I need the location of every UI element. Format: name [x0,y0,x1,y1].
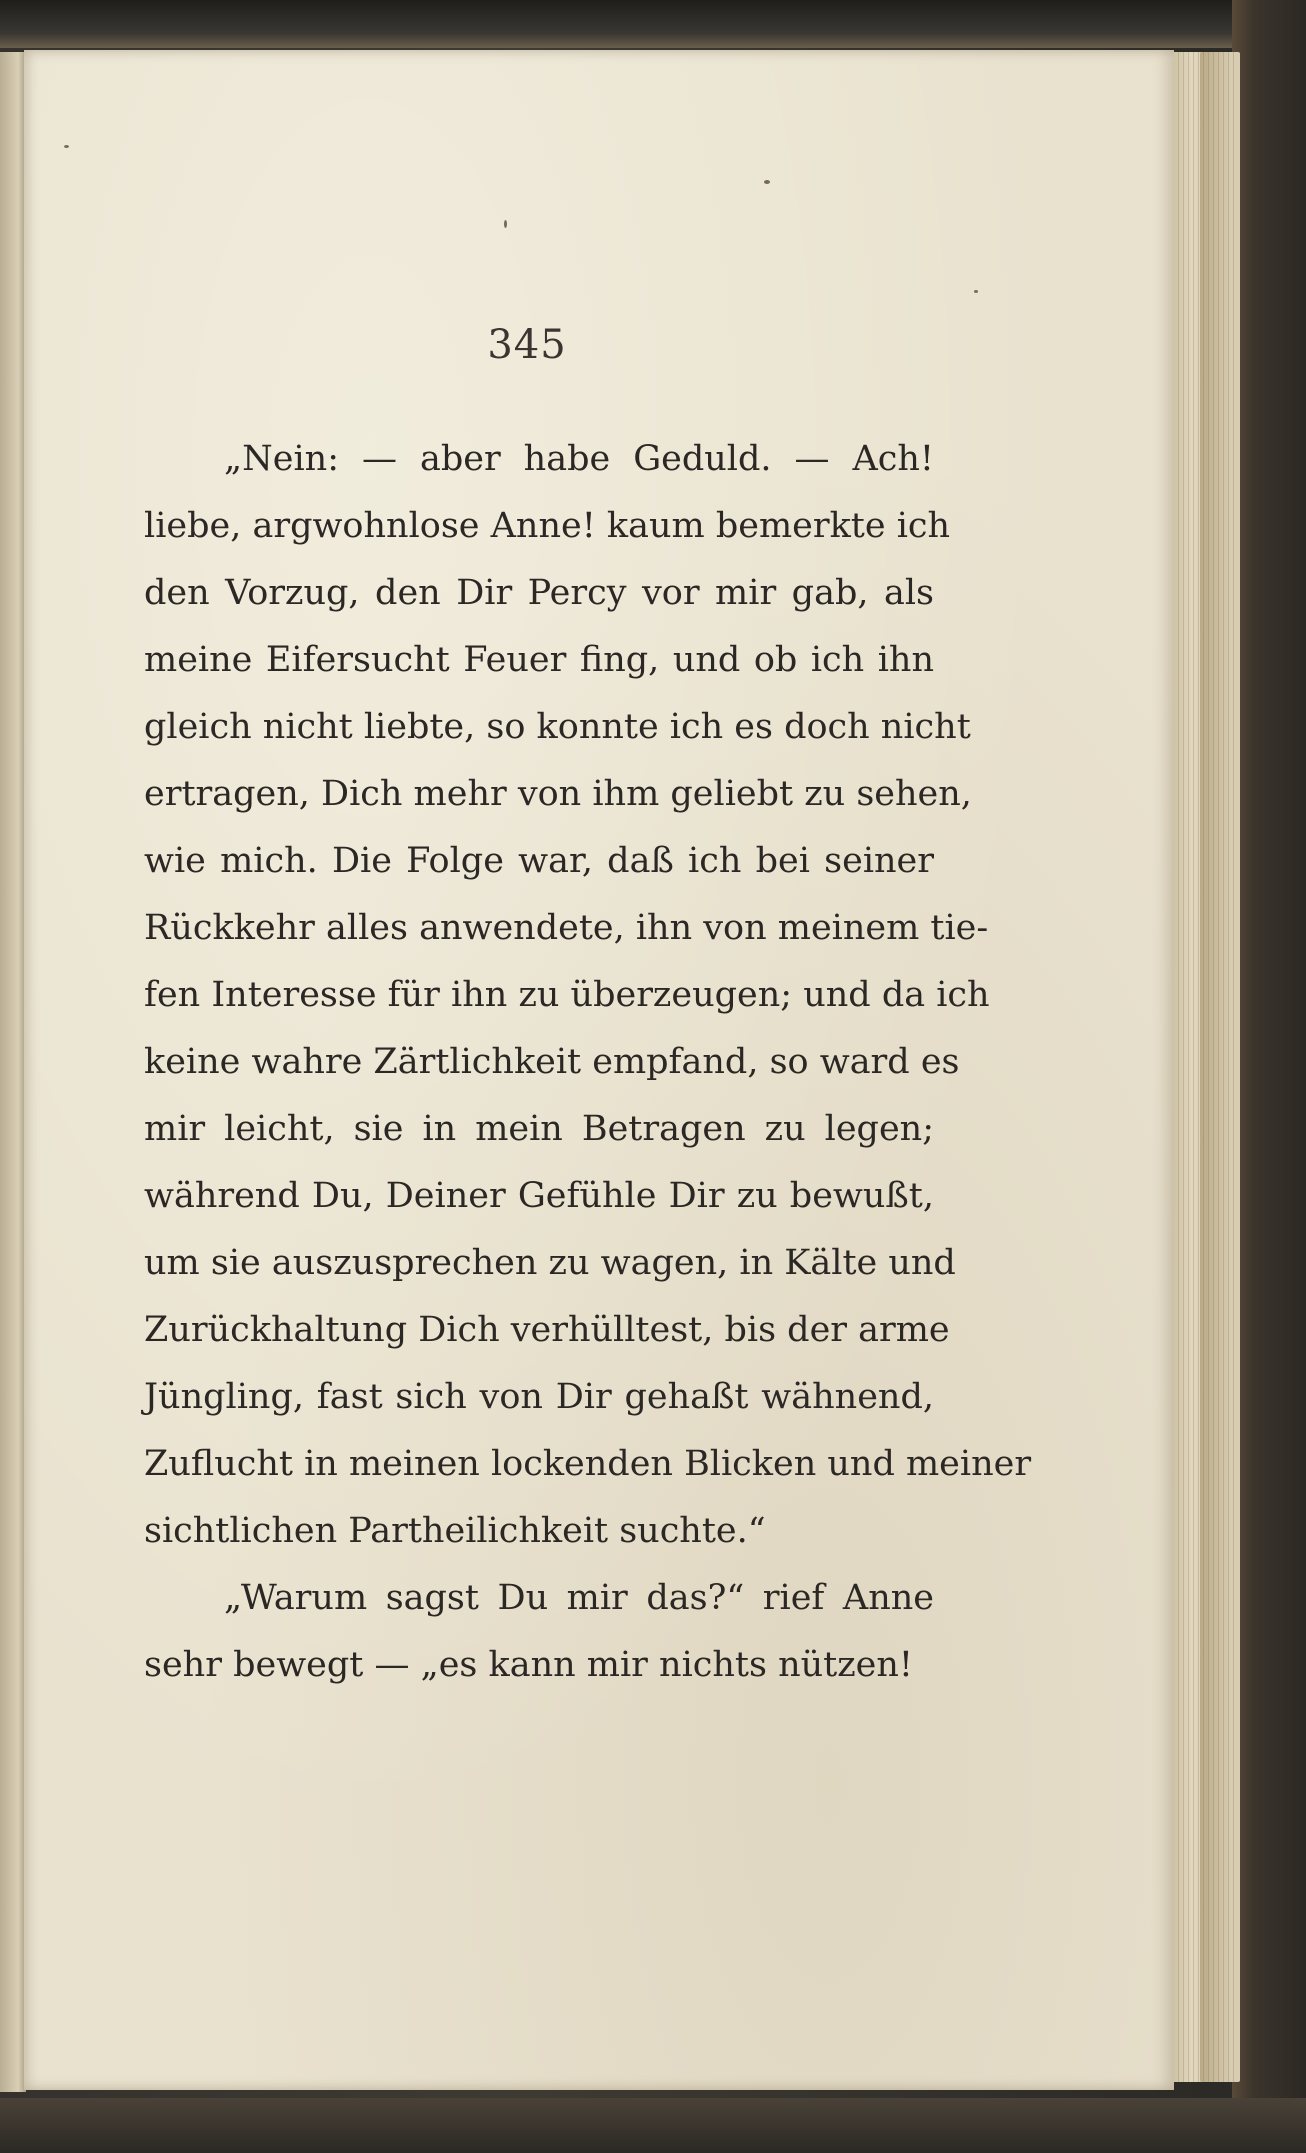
text-line: „Warum sagst Du mir das?“ rief Anne [224,1578,934,1618]
book-page [24,50,1174,2090]
text-line: während Du, Deiner Gefühle Dir zu bewußt, [144,1176,934,1216]
paper-speck [974,290,978,293]
text-line: Rückkehr alles anwendete, ihn von meinem tie- [144,908,989,948]
book-cover-right [1232,0,1306,2153]
text-line: fen Interesse für ihn zu überzeugen; und da ich [144,975,990,1015]
text-line: Jüngling, fast sich von Dir gehaßt wähnend, [144,1377,934,1417]
text-line: keine wahre Zärtlichkeit empfand, so ward es [144,1042,960,1082]
page-text [144,426,1032,1699]
text-line: mir leicht, sie in mein Betragen zu legen; [144,1109,934,1149]
paper-speck [64,145,69,148]
previous-page-gutter [0,52,26,2092]
text-line: den Vorzug, den Dir Percy vor mir gab, als [144,573,934,613]
paper-speck [504,220,507,228]
text-line: sichtlichen Partheilichkeit suchte.“ [144,1511,766,1551]
text-line: sehr bewegt — „es kann mir nichts nützen! [144,1645,913,1685]
text-line: „Nein: — aber habe Geduld. — Ach! [224,439,934,479]
text-line: meine Eifersucht Feuer fing, und ob ich ihn [144,640,934,680]
paper-speck [764,180,770,184]
text-line: ertragen, Dich mehr von ihm geliebt zu sehen, [144,774,972,814]
text-line: wie mich. Die Folge war, daß ich bei seiner [144,841,934,881]
text-line: liebe, argwohnlose Anne! kaum bemerkte ich [144,506,951,546]
text-line: gleich nicht liebte, so konnte ich es doch nicht [144,707,971,747]
page-edge-lines [1168,52,1234,2082]
text-line: Zurückhaltung Dich verhülltest, bis der arme [144,1310,950,1350]
book-cover-top [0,0,1306,48]
text-line: um sie auszusprechen zu wagen, in Kälte und [144,1243,956,1283]
text-line: Zuflucht in meinen lockenden Blicken und meiner [144,1444,1032,1484]
page-number: 345 [487,322,567,368]
book-cover-bottom [0,2098,1306,2153]
